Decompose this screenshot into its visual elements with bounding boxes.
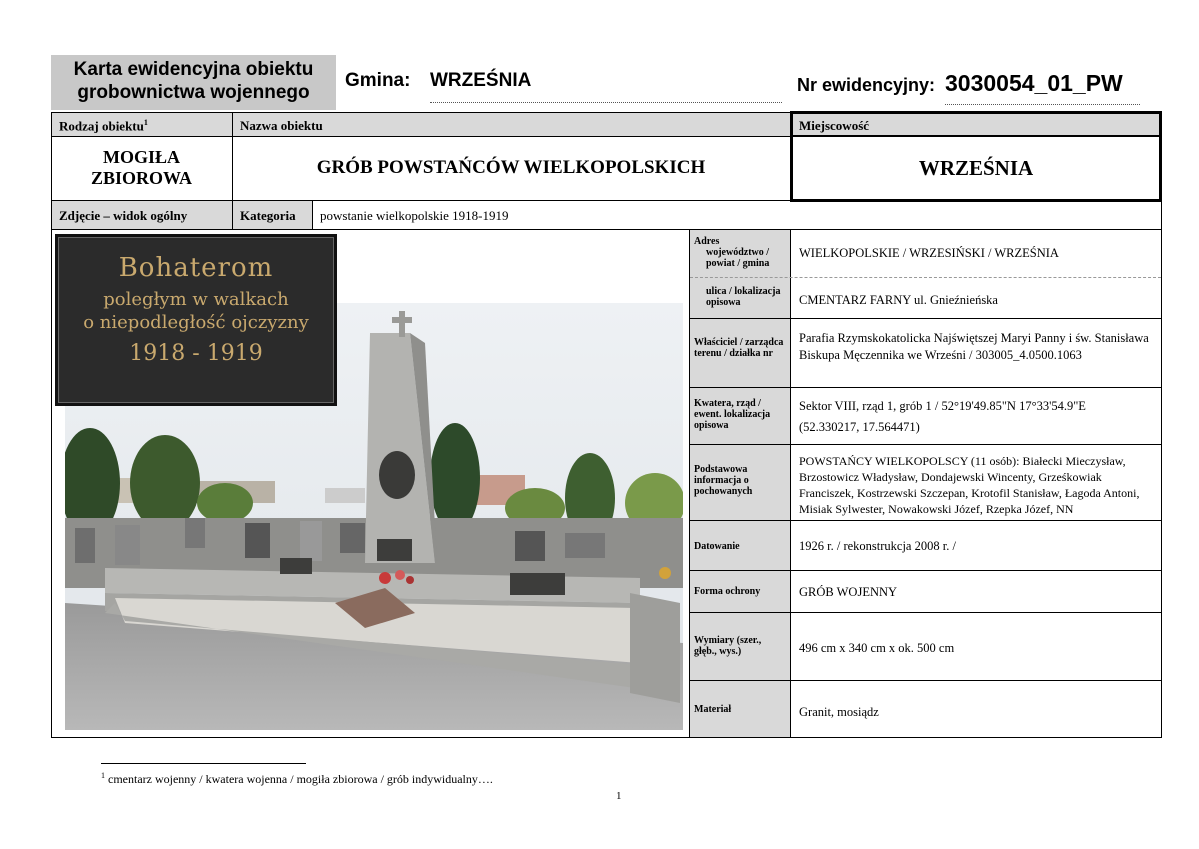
datowanie-value: 1926 r. / rekonstrukcja 2008 r. / [799, 539, 956, 553]
adres-label: Adres województwo / powiat / gmina [694, 236, 770, 269]
grid-line [1161, 200, 1162, 738]
rodzaj-label: Rodzaj obiektu$^1$ [59, 118, 148, 134]
wymiary-value: 496 cm x 340 cm x ok. 500 cm [799, 641, 955, 655]
zdjecie-label: Zdjęcie – widok ogólny [59, 208, 188, 223]
grid-line [690, 444, 1161, 445]
record-number-value: 3030054_01_PW [945, 70, 1123, 96]
plaque-line4: 1918 - 1919 [129, 341, 263, 366]
gmina-value: WRZEŚNIA [430, 70, 532, 91]
material-value: Granit, mosiądz [799, 705, 879, 719]
grid-line [51, 136, 791, 137]
gmina-underline [430, 102, 782, 103]
miejscowosc-frame [790, 111, 1162, 202]
grid-line [51, 229, 1162, 230]
plaque-line1: Bohaterom [118, 253, 274, 283]
wlasciciel-value: Parafia Rzymskokatolicka Najświętszej Maryi Panny i św. Stanisława Biskupa Męczennika we Wrześni / 303005_4.0500.1063 [799, 331, 1149, 362]
card-title [51, 55, 336, 110]
podstawowa-label: Podstawowa informacja o pochowanych [694, 464, 753, 497]
grid-line [51, 737, 1162, 738]
plaque-inset-photo [55, 234, 337, 406]
grid-line [790, 229, 791, 738]
grid-line [690, 680, 1161, 681]
ulica-label: ulica / lokalizacja opisowa [706, 286, 781, 308]
footnote-separator [101, 763, 306, 764]
kategoria-label: Kategoria [240, 208, 296, 223]
grid-line [790, 135, 1162, 137]
gmina-label: Gmina: [345, 70, 411, 91]
grid-line [690, 570, 1161, 571]
miejscowosc-value: WRZEŚNIA [918, 155, 1034, 180]
row-separator-dashed [690, 277, 1161, 278]
record-number-label: Nr ewidencyjny: [797, 75, 936, 95]
grid-line [51, 112, 52, 738]
material-label: Materiał [694, 704, 732, 715]
podstawowa-value: POWSTAŃCY WIELKOPOLSCY (11 osób): Białecki Mieczysław, Brzostowicz Władysław, Dondajewski Wincenty, Grześkowiak Franciszek, Kostrzewski Szczepan, Krotofil Stanisław, Łagoda Antoni, Misiak Sylwester, Nowakowski Józef, Rzepka Józef, NN [799, 454, 1140, 516]
card-title-line2: grobownictwa wojennego [77, 82, 310, 103]
woj-value: WIELKOPOLSKIE / WRZESIŃSKI / WRZEŚNIA [799, 246, 1059, 260]
footnote: $^1$ cmentarz wojenny / kwatera wojenna / mogiła zbiorowa / grób indywidualny…. [101, 771, 493, 786]
rodzaj-value: MOGIŁA ZBIOROWA [90, 147, 193, 188]
card-title-line1: Karta ewidencyjna obiektu [73, 59, 314, 80]
plaque-line2: poległym w walkach [103, 289, 289, 310]
nazwa-value: GRÓB POWSTAŃCÓW WIELKOPOLSKICH [316, 157, 706, 178]
datowanie-label: Datowanie [694, 541, 740, 552]
ulica-value: CMENTARZ FARNY ul. Gnieźnieńska [799, 293, 998, 307]
kategoria-value: powstanie wielkopolskie 1918-1919 [320, 208, 509, 223]
grid-line [232, 112, 233, 229]
record-number-underline [945, 104, 1140, 105]
miejscowosc-label: Miejscowość [799, 118, 870, 133]
grid-line [312, 200, 313, 229]
grid-line [689, 229, 690, 738]
grid-line [690, 612, 1161, 613]
forma-label: Forma ochrony [694, 586, 761, 597]
grid-line [690, 387, 1161, 388]
kwatera-value: Sektor VIII, rząd 1, grób 1 / 52°19'49.85"N 17°33'54.9"E (52.330217, 17.564471) [799, 399, 1086, 434]
grid-line [690, 520, 1161, 521]
forma-value: GRÓB WOJENNY [799, 585, 898, 599]
page-number: 1 [616, 790, 622, 802]
wymiary-label: Wymiary (szer., głęb., wys.) [694, 635, 762, 657]
grid-line [690, 318, 1161, 319]
kwatera-label: Kwatera, rząd / ewent. lokalizacja opisowa [694, 398, 771, 431]
nazwa-label: Nazwa obiektu [240, 118, 323, 133]
plaque-line3: o niepodległość ojczyzny [83, 312, 309, 333]
wlasciciel-label: Właściciel / zarządca terenu / działka nr [694, 337, 784, 359]
grid-line [51, 112, 791, 113]
